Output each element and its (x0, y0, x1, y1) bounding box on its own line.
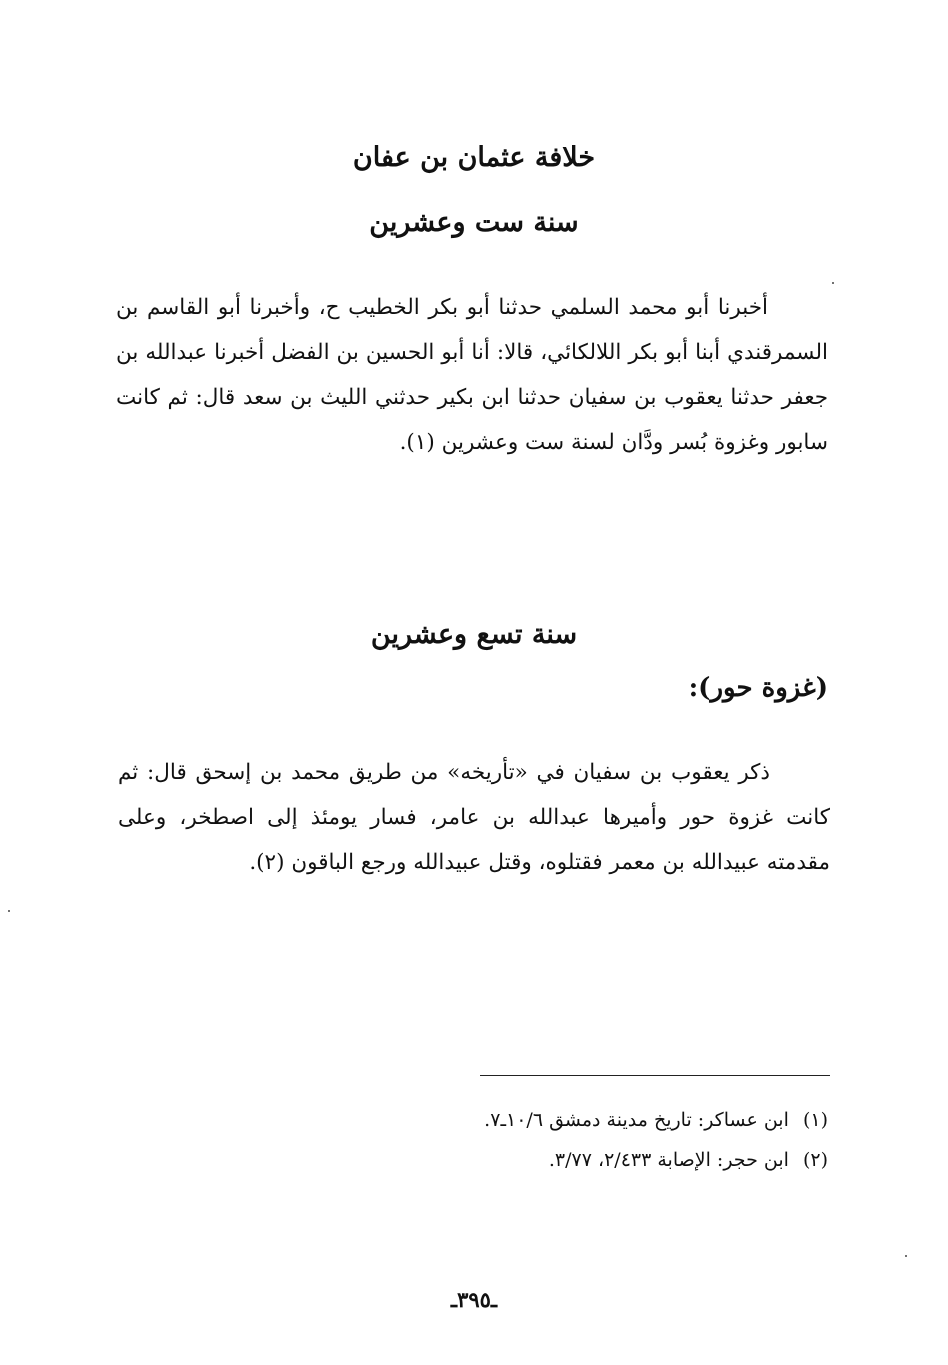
footnote-item (268, 1100, 828, 1140)
subheading-ghazwat-hur: (غزوة حور): (688, 673, 828, 703)
section-paragraph-year-29: ذكر يعقوب بن سفيان في «تأريخه» من طريق محمد بن إسحق قال: ثم كانت غزوة حور وأميرها عبدالله بن عامر، فسار يومئذ إلى اصطخر، وعلى مقدمته عبيدالله بن معمر فقتلوه، وقتل عبيدالله ورجع الباقون (٢). (118, 760, 830, 875)
footnote-text: ابن عساكر: تاريخ مدينة دمشق ١٠/٦ـ٧. (484, 1109, 789, 1131)
scan-speck (905, 1255, 907, 1257)
footnote-text: ابن حجر: الإصابة ٢/٤٣٣، ٣/٧٧. (548, 1149, 789, 1171)
footnote-number: (١) (802, 1109, 828, 1131)
section-heading-year-26: سنة ست وعشرين (369, 207, 579, 238)
footnote-item (268, 1140, 828, 1180)
scan-speck (8, 910, 10, 912)
page-number: ـ٣٩٥ـ (450, 1287, 498, 1312)
section-heading-year-29: سنة تسع وعشرين (370, 619, 578, 650)
footnotes-list (268, 1100, 828, 1180)
footnote-divider (480, 1075, 830, 1076)
footnote-number: (٢) (802, 1149, 828, 1171)
scan-speck (832, 282, 834, 284)
chapter-title: خلافة عثمان بن عفان (352, 142, 596, 173)
section-paragraph-year-26: أخبرنا أبو محمد السلمي حدثنا أبو بكر الخطيب ح، وأخبرنا أبو القاسم بن السمرقندي أبنا أبو بكر اللالكائي، قالا: أنا أبو الحسين بن الفضل أخبرنا عبدالله بن جعفر حدثنا يعقوب بن سفيان حدثنا ابن بكير حدثني الليث بن سعد قال: ثم كانت سابور وغزوة بُسر ودَّان لسنة ست وعشرين (١). (116, 295, 828, 455)
